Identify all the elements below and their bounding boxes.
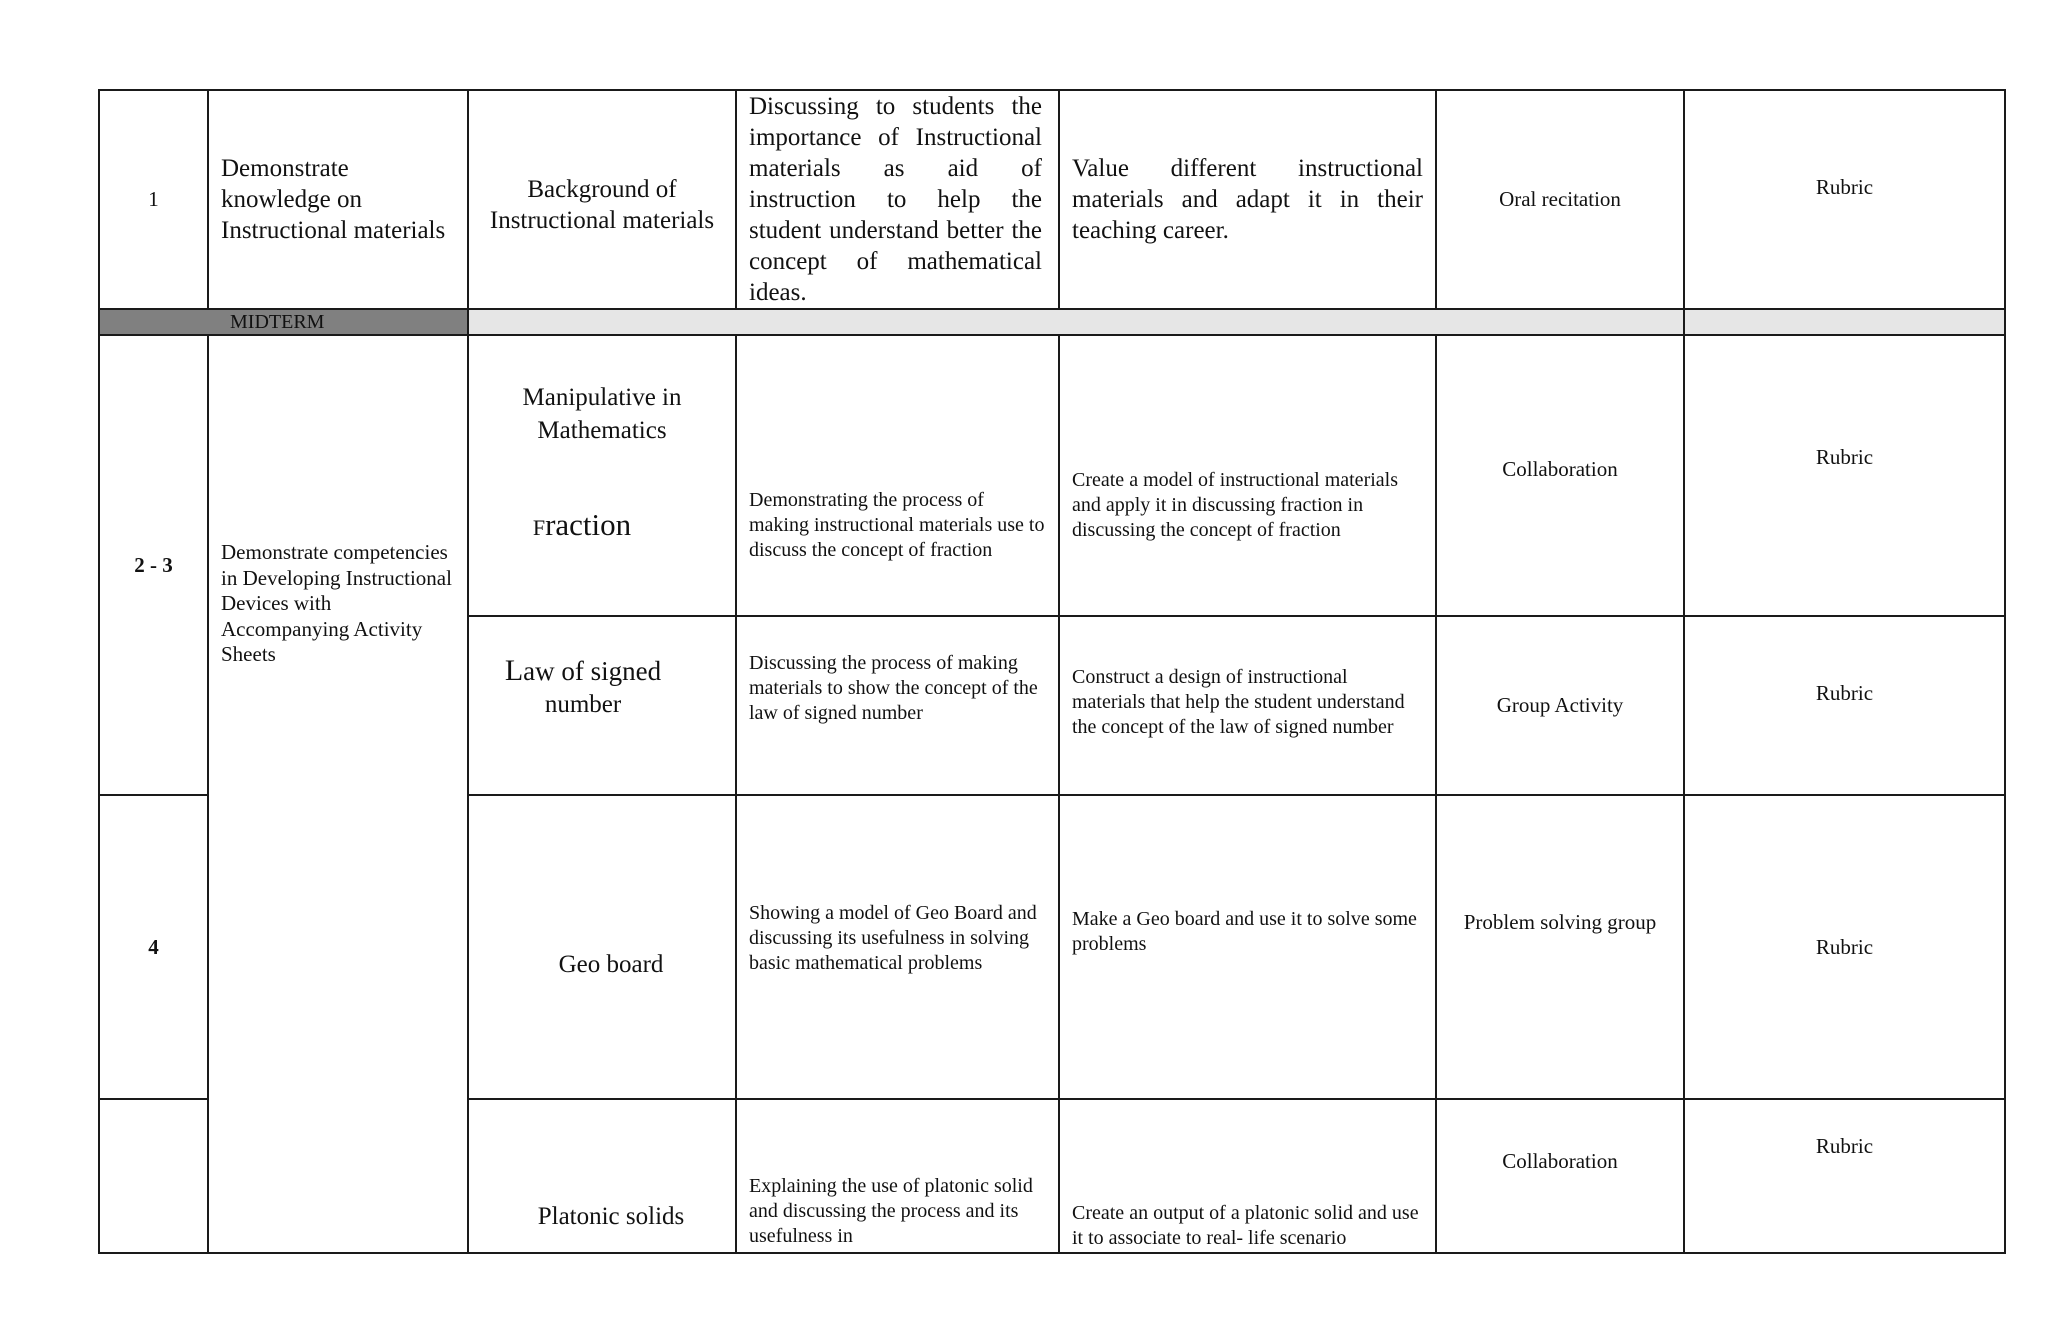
activity-cell: Demonstrating the process of making instructional materials use to discuss the concept of fraction (736, 335, 1059, 616)
syllabus-table (98, 89, 2006, 1254)
assessment-cell: Oral recitation (1436, 90, 1684, 309)
topic-line: number (544, 691, 622, 718)
assessment-cell: Problem solving group (1436, 795, 1684, 1099)
midterm-band-end (1684, 309, 2005, 335)
assessment-cell: Group Activity (1436, 616, 1684, 795)
topic-rest: aw of signed (523, 656, 662, 686)
topic-cell (468, 616, 736, 795)
activity-cell: Discussing the process of making materials to show the concept of the law of signed number (736, 616, 1059, 795)
output-cell: Create an output of a platonic solid and use it to associate to real- life scenario (1059, 1099, 1436, 1253)
learning-outcome-cell: Demonstrate knowledge on Instructional materials (208, 90, 468, 309)
table-row (99, 335, 2005, 616)
week-cell: 2 - 3 (99, 335, 208, 795)
week-cell: 1 (99, 90, 208, 309)
topic-cap: L (504, 654, 524, 687)
midterm-band-fill (468, 309, 1684, 335)
tool-cell: Rubric (1684, 335, 2005, 616)
topic-cell (468, 335, 736, 616)
assessment-cell: Collaboration (1436, 1099, 1684, 1253)
activity-cell: Showing a model of Geo Board and discussing its usefulness in solving basic mathematical problems (736, 795, 1059, 1099)
activity-cell: Discussing to students the importance of Instructional materials as aid of instruction to help the student understand better the concept of mathematical ideas. (736, 90, 1059, 309)
topic-fraction-rest: raction (545, 507, 632, 542)
output-cell: Create a model of instructional materials and apply it in discussing fraction in discussing the concept of fraction (1059, 335, 1436, 616)
learning-outcome-cell: Demonstrate competencies in Developing Instructional Devices with Accompanying Activity Sheets (208, 335, 468, 1253)
tool-cell: Rubric (1684, 795, 2005, 1099)
table-row (99, 90, 2005, 309)
week-cell (99, 1099, 208, 1253)
activity-cell: Explaining the use of platonic solid and discussing the process and its usefulness in (736, 1099, 1059, 1253)
topic-line (505, 654, 661, 688)
tool-cell: Rubric (1684, 90, 2005, 309)
topic-line: Mathematics (537, 417, 667, 444)
output-cell: Value different instructional materials and adapt it in their teaching career. (1059, 90, 1436, 309)
tool-cell: Rubric (1684, 616, 2005, 795)
topic-line: Manipulative in (522, 384, 682, 411)
tool-cell: Rubric (1684, 1099, 2005, 1253)
topic-cell: Background of Instructional materials (468, 90, 736, 309)
midterm-band-row (99, 309, 2005, 335)
topic-cell: Platonic solids (468, 1099, 736, 1253)
midterm-label: MIDTERM (99, 309, 468, 335)
output-cell: Construct a design of instructional materials that help the student understand the concept of the law of signed number (1059, 616, 1436, 795)
week-cell: 4 (99, 795, 208, 1099)
topic-cell: Geo board (468, 795, 736, 1099)
topic-fraction (533, 507, 631, 546)
output-cell: Make a Geo board and use it to solve some problems (1059, 795, 1436, 1099)
topic-fraction-cap: F (532, 515, 546, 540)
assessment-cell: Collaboration (1436, 335, 1684, 616)
